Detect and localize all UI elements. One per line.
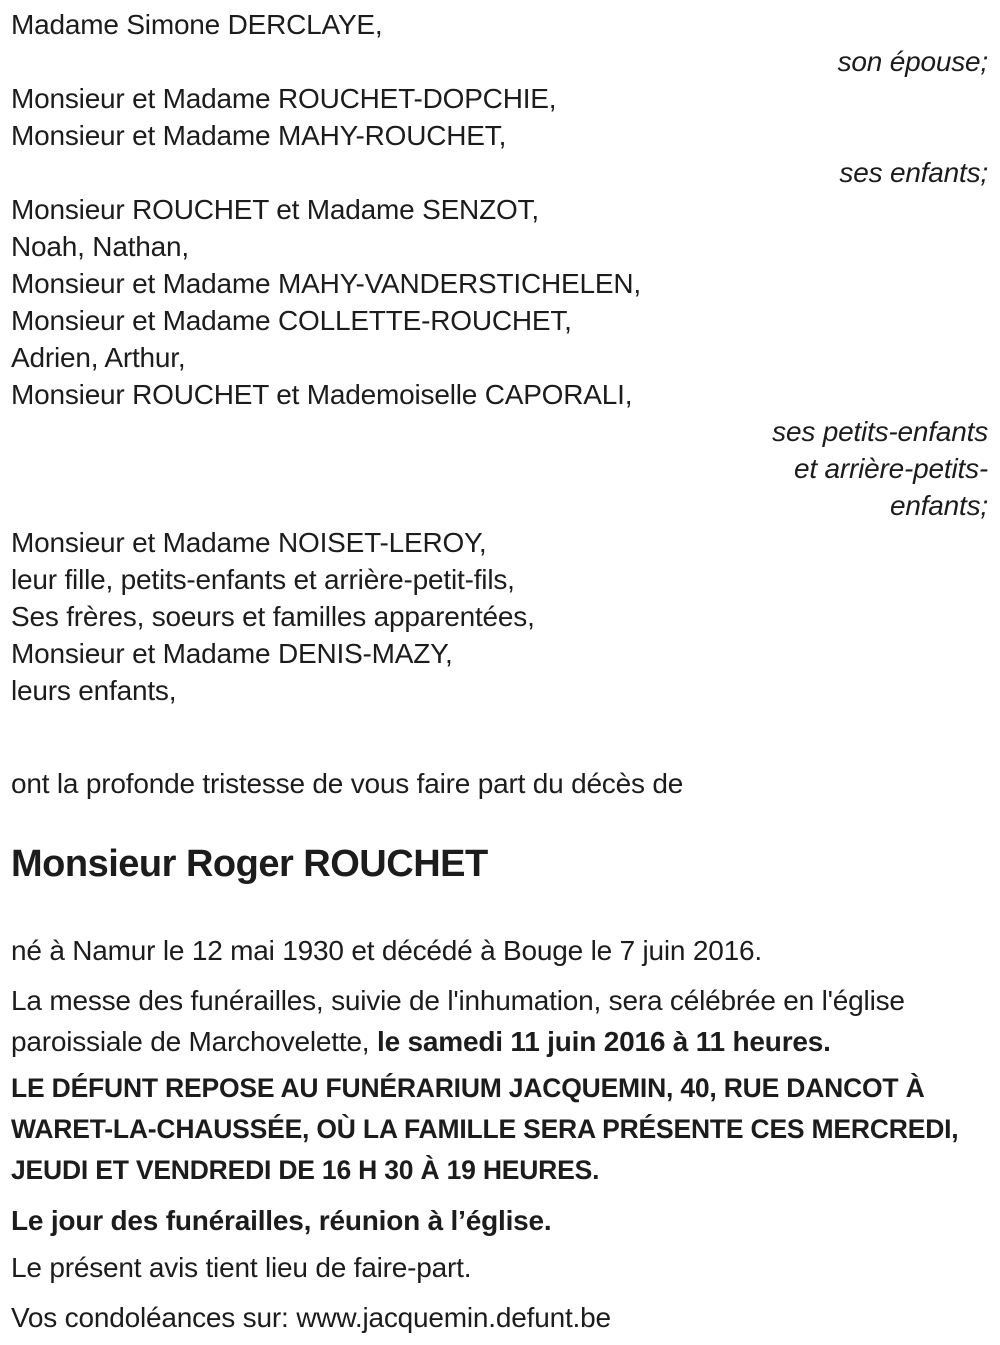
condolences-line [11,1297,988,1338]
condolences-label: Vos condoléances sur: [11,1302,289,1333]
family-line: Monsieur ROUCHET et Madame SENZOT, [11,194,539,225]
funeral-mass-datetime: le samedi 11 juin 2016 à 11 heures. [376,1026,831,1057]
family-line: Monsieur ROUCHET et Mademoiselle CAPORALI, [11,379,633,410]
funeral-mass-paragraph [11,980,988,1062]
family-line: ses enfants; [839,157,988,188]
family-line: enfants; [889,490,988,521]
family-line: Adrien, Arthur, [11,342,186,373]
family-line: leurs enfants, [11,675,177,706]
family-line: Noah, Nathan, [11,231,189,262]
legal-notice: Le présent avis tient lieu de faire-part. [11,1252,472,1283]
family-line: Monsieur et Madame MAHY-VANDERSTICHELEN, [11,268,641,299]
birth-death-line: né à Namur le 12 mai 1930 et décédé à Bouge le 7 juin 2016. [11,935,762,966]
family-list [11,6,988,709]
family-line: Monsieur et Madame NOISET-LEROY, [11,527,487,558]
funeral-day-notice: Le jour des funérailles, réunion à l’église. [11,1205,552,1236]
intro-text: ont la profonde tristesse de vous faire part du décès de [11,768,684,799]
funeral-mass-text: La messe des funérailles, suivie de l'inhumation, sera célébrée en l'église paroissiale de Marchovelette, [11,985,905,1057]
family-line: et arrière-petits- [793,453,988,484]
family-line: Monsieur et Madame DENIS-MAZY, [11,638,453,669]
family-line: Monsieur et Madame ROUCHET-DOPCHIE, [11,83,557,114]
repose-notice: LE DÉFUNT REPOSE AU FUNÉRARIUM JACQUEMIN, 40, RUE DANCOT À WARET-LA-CHAUSSÉE, OÙ LA FAMILLE SERA PRÉSENTE CES MERCREDI, JEUDI ET VENDREDI DE 16 H 30 À 19 HEURES. [11,1073,959,1185]
family-line: son épouse; [837,46,988,77]
deceased-name: Monsieur Roger ROUCHET [11,843,488,885]
family-line: Ses frères, soeurs et familles apparentées, [11,601,535,632]
family-line: Madame Simone DERCLAYE, [11,9,383,40]
family-line: Monsieur et Madame MAHY-ROUCHET, [11,120,507,151]
family-line: ses petits-enfants [772,416,988,447]
family-line: Monsieur et Madame COLLETTE-ROUCHET, [11,305,572,336]
family-line: leur fille, petits-enfants et arrière-petit-fils, [11,564,515,595]
condolences-url: www.jacquemin.defunt.be [296,1302,611,1333]
